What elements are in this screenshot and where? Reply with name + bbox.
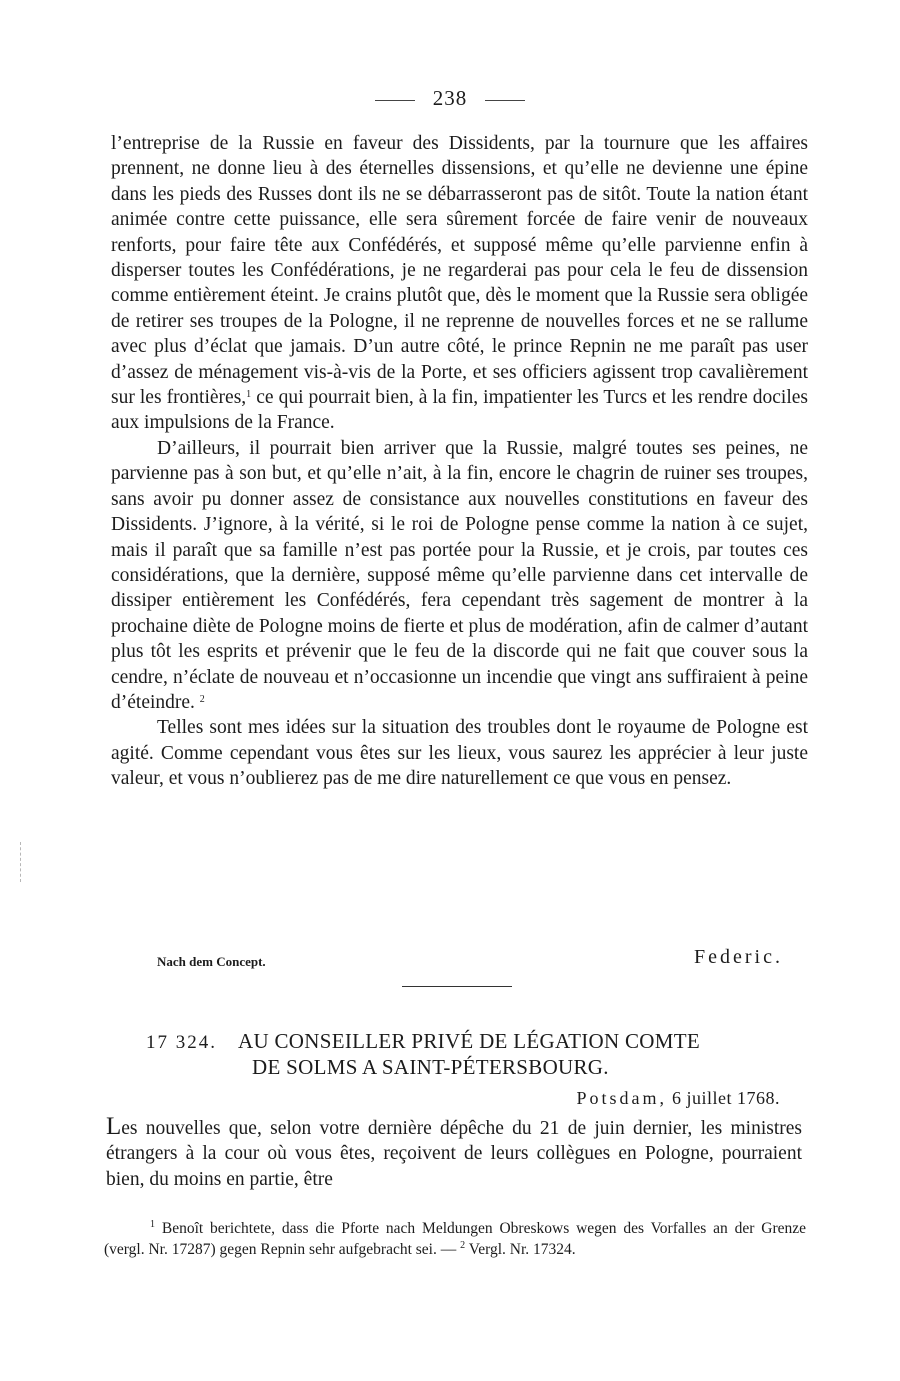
footnotes (104, 1218, 806, 1260)
header-dash-left (375, 100, 415, 101)
dateline (576, 1088, 780, 1109)
letter-paragraph: Les nouvelles que, selon votre dernière dépêche du 21 de juin dernier, les ministres étrangers à la cour où vous êtes, reçoivent de leurs collègues en Pologne, pourraient bien, du moins en partie, être (106, 1113, 802, 1190)
signature-row (111, 946, 783, 972)
page-number: 238 (432, 86, 468, 110)
margin-mark (20, 842, 23, 882)
footnote-1: $^1$ Benoît berichtete, dass die Pforte nach Meldungen Obreskows wegen des Vorfalles an der Grenze (vergl. Nr. 17287) gegen Repnin sehr aufgebracht sei. — $^2$ Vergl. Nr. 17324. (104, 1219, 807, 1258)
paragraph-2: D’ailleurs, il pourrait bien arriver que la Russie, malgré toutes ses peines, ne parvienne pas à son but, et qu’elle n’ait, à la fin, encore le chagrin de ruiner ses troupes, sans avoir pu donner assez de consistance aux nouvelles constitutions en faveur des Dissidents. J’ignore, à la vérité, si le roi de Pologne pense comme la nation à ce sujet, mais il paraît que sa famille n’est pas portée pour la Russie, et je crois, par toutes ces considérations, que la dernière, supposé même qu’elle parvienne dans cet intervalle de dissiper entièrement les Confédérés, fera cependant très sagement de montrer à la prochaine diète de Pologne moins de fierte et plus de modération, afin de calmer d’autant plus tôt les esprits et prévenir que le feu de la discorde qui ne fait que couver sous la cendre, n’éclate de nouveau et n’occasionne un incendie que vingt ans suffiraient à peine d’éteindre. $^2$ (111, 437, 808, 713)
paragraph-1: l’entreprise de la Russie en faveur des Dissidents, par la tournure que les affaires prennent, ne donne lieu à des éternelles dissensions, et qu’elle ne devienne une épine dans les pieds des Russes dont ils ne se débarrasseront pas de sitôt. Toute la nation étant animée contre cette puissance, elle sera sûrement forcée de faire venir de nouveaux renforts, pour faire tête aux Confédérés, et supposé même qu’elle parvienne enfin à disperser toutes les Confédérations, je ne regarderai pas pour cela le feu de dissension comme entièrement éteint. Je crains plutôt que, dès le moment que la Russie sera obligée de retirer ses troupes de la Pologne, il ne reprenne de nouvelles forces et ne se rallume avec plus d’éclat que jamais. D’un autre côté, le prince Repnin ne me paraît pas user d’assez de ménagement vis-à-vis de la Porte, et ses officiers agissent trop cavalièrement sur les frontières,$^1$ ce qui pourrait bien, à la fin, impatienter les Turcs et les rendre dociles aux impulsions de la France. (111, 133, 808, 434)
letter-body (106, 1114, 802, 1192)
letter-heading (146, 1029, 786, 1080)
date-text: 6 juillet 1768. (672, 1088, 780, 1108)
source-note: Nach dem Concept. (157, 954, 266, 969)
footnote-ref-2: 2 (199, 693, 205, 705)
heading-line-1: 17 324. AU CONSEILLER PRIVÉ DE LÉGATION COMTE (146, 1029, 700, 1053)
footnote-2: Vergl. Nr. 17324. (468, 1241, 576, 1258)
date-place: Potsdam, (576, 1088, 667, 1108)
heading-line-2: DE SOLMS A SAINT-PÉTERSBOURG. (252, 1055, 609, 1079)
footnote-ref-1: 1 (246, 389, 252, 401)
signature: Federic. (694, 946, 783, 968)
section-divider (402, 986, 512, 987)
header-dash-right (485, 100, 525, 101)
letter-number: 17 324. (146, 1032, 217, 1053)
page-header (0, 86, 900, 111)
paragraph-3: Telles sont mes idées sur la situation des troubles dont le royaume de Pologne est agité. Comme cependant vous êtes sur les lieux, vous saurez les apprécier à leur juste valeur, et vous n’oublierez pas de me dire naturellement ce que vous en pensez. (111, 717, 808, 790)
drop-cap: L (106, 1113, 122, 1140)
letter-continuation (111, 131, 808, 792)
